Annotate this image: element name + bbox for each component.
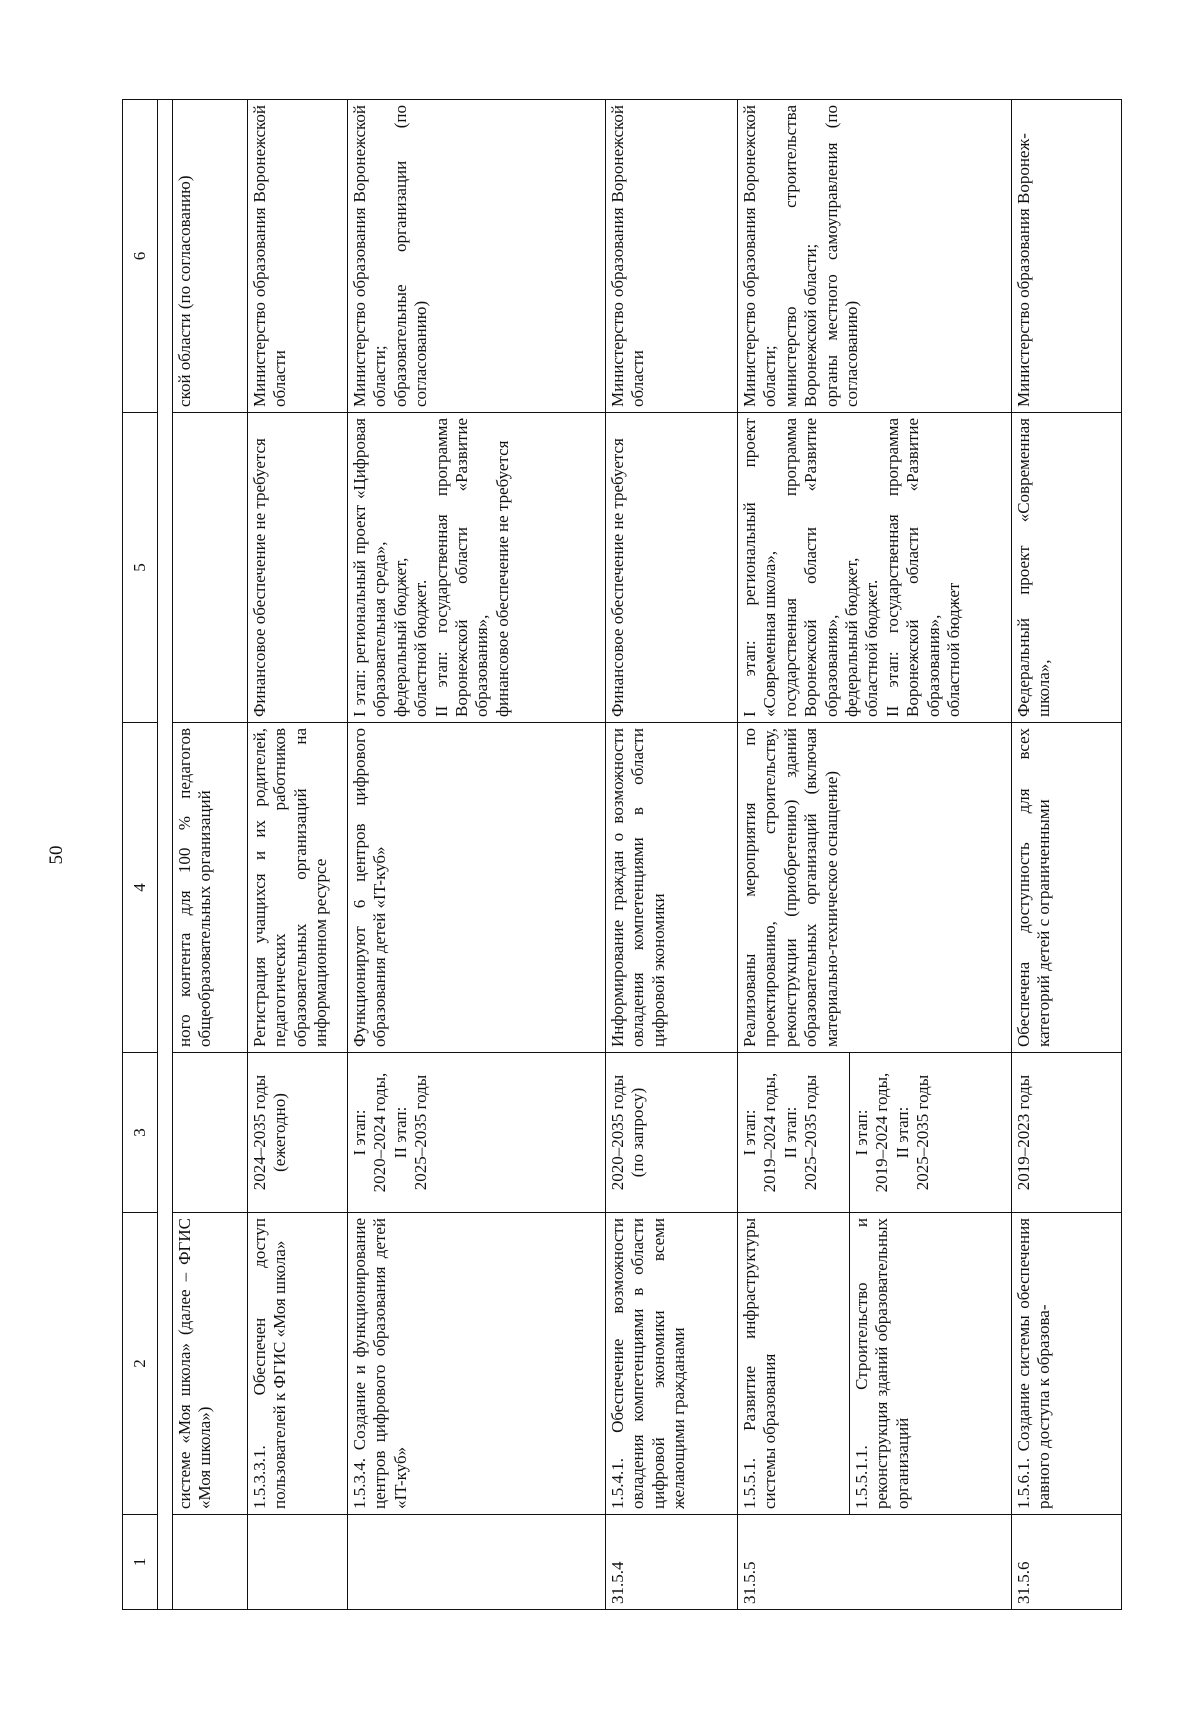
table-container bbox=[122, 100, 1122, 1610]
cell-result: Информирование граждан о возможности овладения компетенциями в области цифровой экономики bbox=[606, 723, 738, 1053]
cell-funding: Финансовое обеспечение не требуется bbox=[606, 413, 738, 723]
cell-funding: Федеральный проект «Современная школа», bbox=[1012, 413, 1122, 723]
cell-responsible: Министерство образования Воронежской области; образовательные организации (по согласованию) bbox=[348, 100, 606, 413]
cell-responsible: Министерство образования Воронеж- bbox=[1012, 100, 1122, 413]
cell-period: 2024–2035 годы (ежегодно) bbox=[248, 1053, 348, 1213]
page-number: 50 bbox=[46, 845, 67, 865]
cell-number: 31.5.4 bbox=[606, 1515, 738, 1610]
cell-responsible: Министерство образования Воронежской области; министерство строительства Воронежской области; органы местного самоуправления (по согласованию) bbox=[738, 100, 1012, 413]
spacer-row bbox=[158, 100, 173, 1610]
column-header: 5 bbox=[123, 413, 158, 723]
cell-result: Регистрация учащихся и их родителей, педагогических работников образовательных организаций на информационном ресурсе bbox=[248, 723, 348, 1053]
cell-event: 1.5.5.1.1. Строительство и реконструкция зданий образовательных организаций bbox=[850, 1213, 1012, 1515]
column-header: 4 bbox=[123, 723, 158, 1053]
plan-table bbox=[122, 99, 1122, 1610]
cell-funding bbox=[173, 413, 248, 723]
cell-period: I этап: 2019–2024 годы, II этап: 2025–2035 годы bbox=[850, 1053, 1012, 1213]
cell-event: системе «Моя школа» (далее – ФГИС «Моя школа») bbox=[173, 1213, 248, 1515]
column-header: 6 bbox=[123, 100, 158, 413]
table-row bbox=[173, 100, 248, 1610]
table-row bbox=[348, 100, 606, 1610]
cell-funding: I этап: региональный проект «Цифровая образовательная среда», федеральный бюджет, областной бюджет. II этап: государственная программа Воронежской области «Развитие образования», финансовое обеспечение не требуется bbox=[348, 413, 606, 723]
cell-event: 1.5.3.3.1. Обеспечен доступ пользователей к ФГИС «Моя школа» bbox=[248, 1213, 348, 1515]
cell-number: 31.5.6 bbox=[1012, 1515, 1122, 1610]
cell-event: 1.5.4.1. Обеспечение возможности овладения компетенциями в области цифровой экономики всеми желающими гражданами bbox=[606, 1213, 738, 1515]
cell-period: I этап: 2020–2024 годы, II этап: 2025–2035 годы bbox=[348, 1053, 606, 1213]
cell-number bbox=[248, 1515, 348, 1610]
column-header: 1 bbox=[123, 1515, 158, 1610]
cell-funding: Финансовое обеспечение не требуется bbox=[248, 413, 348, 723]
table-row bbox=[738, 100, 850, 1610]
cell-period: I этап: 2019–2024 годы, II этап: 2025–2035 годы bbox=[738, 1053, 850, 1213]
cell-period: 2020–2035 годы (по запросу) bbox=[606, 1053, 738, 1213]
cell-period: 2019–2023 годы bbox=[1012, 1053, 1122, 1213]
cell-number: 31.5.5 bbox=[738, 1515, 1012, 1610]
cell-responsible: ской области (по согласованию) bbox=[173, 100, 248, 413]
cell-result: Функционируют 6 центров цифрового образования детей «IT-куб» bbox=[348, 723, 606, 1053]
cell-event: 1.5.3.4. Создание и функционирование центров цифрового образования детей «IT-куб» bbox=[348, 1213, 606, 1515]
table-row bbox=[1012, 100, 1122, 1610]
table-row bbox=[248, 100, 348, 1610]
cell-event: 1.5.6.1. Создание системы обеспечения равного доступа к образова- bbox=[1012, 1213, 1122, 1515]
cell-period bbox=[173, 1053, 248, 1213]
cell-result: ного контента для 100 % педагогов общеобразовательных организаций bbox=[173, 723, 248, 1053]
cell-event: 1.5.5.1. Развитие инфраструктуры системы образования bbox=[738, 1213, 850, 1515]
table-row bbox=[606, 100, 738, 1610]
cell-responsible: Министерство образования Воронежской области bbox=[248, 100, 348, 413]
column-header: 2 bbox=[123, 1213, 158, 1515]
column-header: 3 bbox=[123, 1053, 158, 1213]
header-row bbox=[123, 100, 158, 1610]
cell-funding: I этап: региональный проект «Современная школа», государственная программа Воронежской области «Развитие образования», федеральный бюджет, областной бюджет. II этап: государственная программа Воронежской области «Развитие образования», областной бюджет bbox=[738, 413, 1012, 723]
cell-result: Обеспечена доступность для всех категорий детей с ограниченными bbox=[1012, 723, 1122, 1053]
cell-number bbox=[348, 1515, 606, 1610]
cell-number bbox=[173, 1515, 248, 1610]
cell-responsible: Министерство образования Воронежской области bbox=[606, 100, 738, 413]
cell-result: Реализованы мероприятия по проектированию, строительству, реконструкции (приобретению) зданий образовательных организаций (включая материально-техническое оснащение) bbox=[738, 723, 1012, 1053]
